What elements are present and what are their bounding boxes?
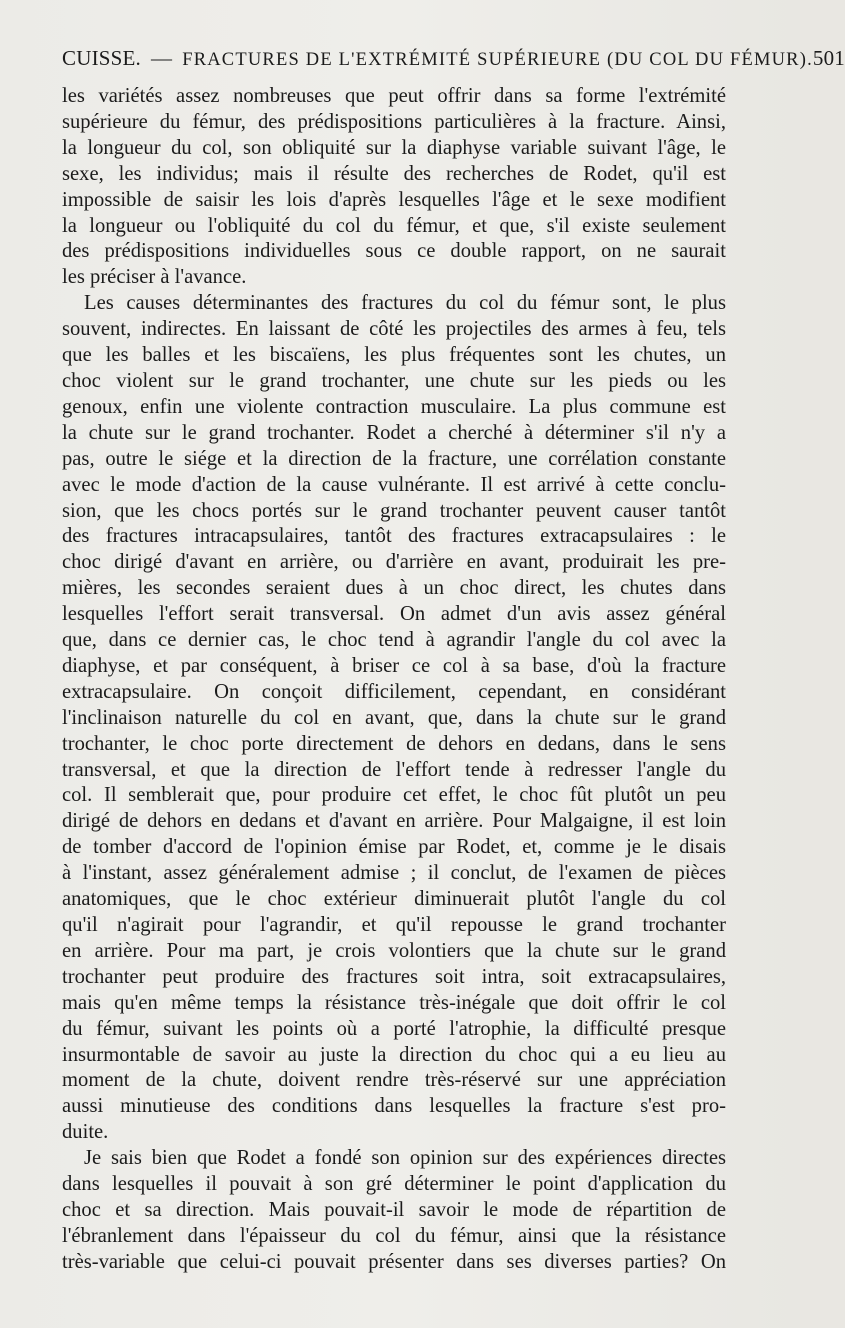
text-line: Je sais bien que Rodet a fondé son opinion sur des expériences directes [84, 1147, 726, 1170]
text-line: des fractures intracapsulaires, tantôt des fractures extracapsulaires : le [62, 525, 726, 548]
text-line: diaphyse, et par conséquent, à briser ce col à sa base, d'où la fracture [62, 654, 726, 677]
text-line: des prédispositions individuelles sous ce double rapport, on ne saurait [62, 240, 726, 263]
text-line: de tomber d'accord de l'opinion émise par Rodet, et, comme je le disais [62, 836, 726, 859]
text-line: les préciser à l'avance. [62, 266, 247, 289]
text-line: genoux, enfin une violente contraction musculaire. La plus commune est [62, 395, 726, 418]
text-line: sion, que les chocs portés sur le grand trochanter peuvent causer tantôt [62, 499, 726, 522]
text-line: que, dans ce dernier cas, le choc tend à agrandir l'angle du col avec la [62, 629, 726, 652]
text-line: supérieure du fémur, des prédispositions particulières à la fracture. Ainsi, [62, 110, 726, 133]
text-line: duite. [62, 1121, 109, 1144]
text-line: dirigé de dehors en dedans et d'avant en arrière. Pour Malgaigne, il est loin [62, 810, 726, 833]
text-line: trochanter peut produire des fractures soit intra, soit extracapsulaires, [62, 965, 726, 988]
text-line: sexe, les individus; mais il résulte des recherches de Rodet, qu'il est [62, 162, 726, 185]
text-line: Les causes déterminantes des fractures du col du fémur sont, le plus [84, 292, 726, 315]
text-line: aussi minutieuse des conditions dans lesquelles la fracture s'est pro- [62, 1095, 726, 1118]
text-line: en arrière. Pour ma part, je crois volontiers que la chute sur le grand [62, 939, 726, 962]
text-line: impossible de saisir les lois d'après lesquelles l'âge et le sexe modifient [62, 188, 726, 211]
text-line: que les balles et les biscaïens, les plus fréquentes sont les chutes, un [62, 344, 726, 367]
text-line: pas, outre le siége et la direction de la fracture, une corrélation constante [62, 447, 726, 470]
text-line: la longueur du col, son obliquité sur la diaphyse variable suivant l'âge, le [62, 136, 726, 159]
text-line: très-variable que celui-ci pouvait présenter dans ses diverses parties? On [62, 1250, 726, 1273]
body-text [62, 84, 726, 1276]
text-line: lesquelles l'effort serait transversal. On admet d'un avis assez général [62, 603, 726, 626]
header-dash: — [151, 46, 173, 70]
text-line: dans lesquelles il pouvait à son gré déterminer le point d'application du [62, 1173, 726, 1196]
text-line: choc violent sur le grand trochanter, une chute sur les pieds ou les [62, 369, 726, 392]
running-header [62, 46, 845, 80]
text-line: la longueur ou l'obliquité du col du fémur, et que, s'il existe seulement [62, 214, 726, 237]
page-number: 501 [812, 46, 845, 70]
text-line: mières, les secondes seraient dues à un choc direct, les chutes dans [62, 577, 726, 600]
text-line: avec le mode d'action de la cause vulnérante. Il est arrivé à cette conclu- [62, 473, 726, 496]
text-line: la chute sur le grand trochanter. Rodet a cherché à déterminer s'il n'y a [62, 421, 726, 444]
text-line: l'inclinaison naturelle du col en avant, que, dans la chute sur le grand [62, 706, 726, 729]
text-line: transversal, et que la direction de l'effort tende à redresser l'angle du [62, 758, 726, 781]
section-title: CUISSE. [62, 46, 142, 70]
text-line: l'ébranlement dans l'épaisseur du col du fémur, ainsi que la résistance [62, 1224, 726, 1247]
text-line: souvent, indirectes. En laissant de côté les projectiles des armes à feu, tels [62, 318, 726, 341]
text-line: extracapsulaire. On conçoit difficilement, cependant, en considérant [62, 680, 726, 703]
text-line: du fémur, suivant les points où a porté l'atrophie, la difficulté presque [62, 1017, 726, 1040]
text-line: anatomiques, que le choc extérieur diminuerait plutôt l'angle du col [62, 888, 726, 911]
header-left [62, 46, 813, 71]
text-line: insurmontable de savoir au juste la direction du choc qui a eu lieu au [62, 1043, 726, 1066]
text-line: trochanter, le choc porte directement de dehors en dedans, dans le sens [62, 732, 726, 755]
text-line: les variétés assez nombreuses que peut offrir dans sa forme l'extrémité [62, 85, 726, 107]
text-line: choc dirigé d'avant en arrière, ou d'arrière en avant, produirait les pre- [62, 551, 726, 574]
text-line: qu'il n'agirait pour l'agrandir, et qu'il repousse le grand trochanter [62, 914, 726, 936]
text-line: moment de la chute, doivent rendre très-réservé sur une appréciation [62, 1069, 726, 1092]
text-line: choc et sa direction. Mais pouvait-il savoir le mode de répartition de [62, 1198, 726, 1221]
text-line: à l'instant, assez généralement admise ; il conclut, de l'examen de pièces [62, 862, 726, 885]
running-title: FRACTURES DE L'EXTRÉMITÉ SUPÉRIEURE (DU COL DU FÉMUR). [182, 50, 813, 70]
text-line: mais qu'en même temps la résistance très-inégale que doit offrir le col [62, 991, 726, 1014]
text-line: col. Il semblerait que, pour produire cet effet, le choc fût plutôt un peu [62, 784, 726, 807]
